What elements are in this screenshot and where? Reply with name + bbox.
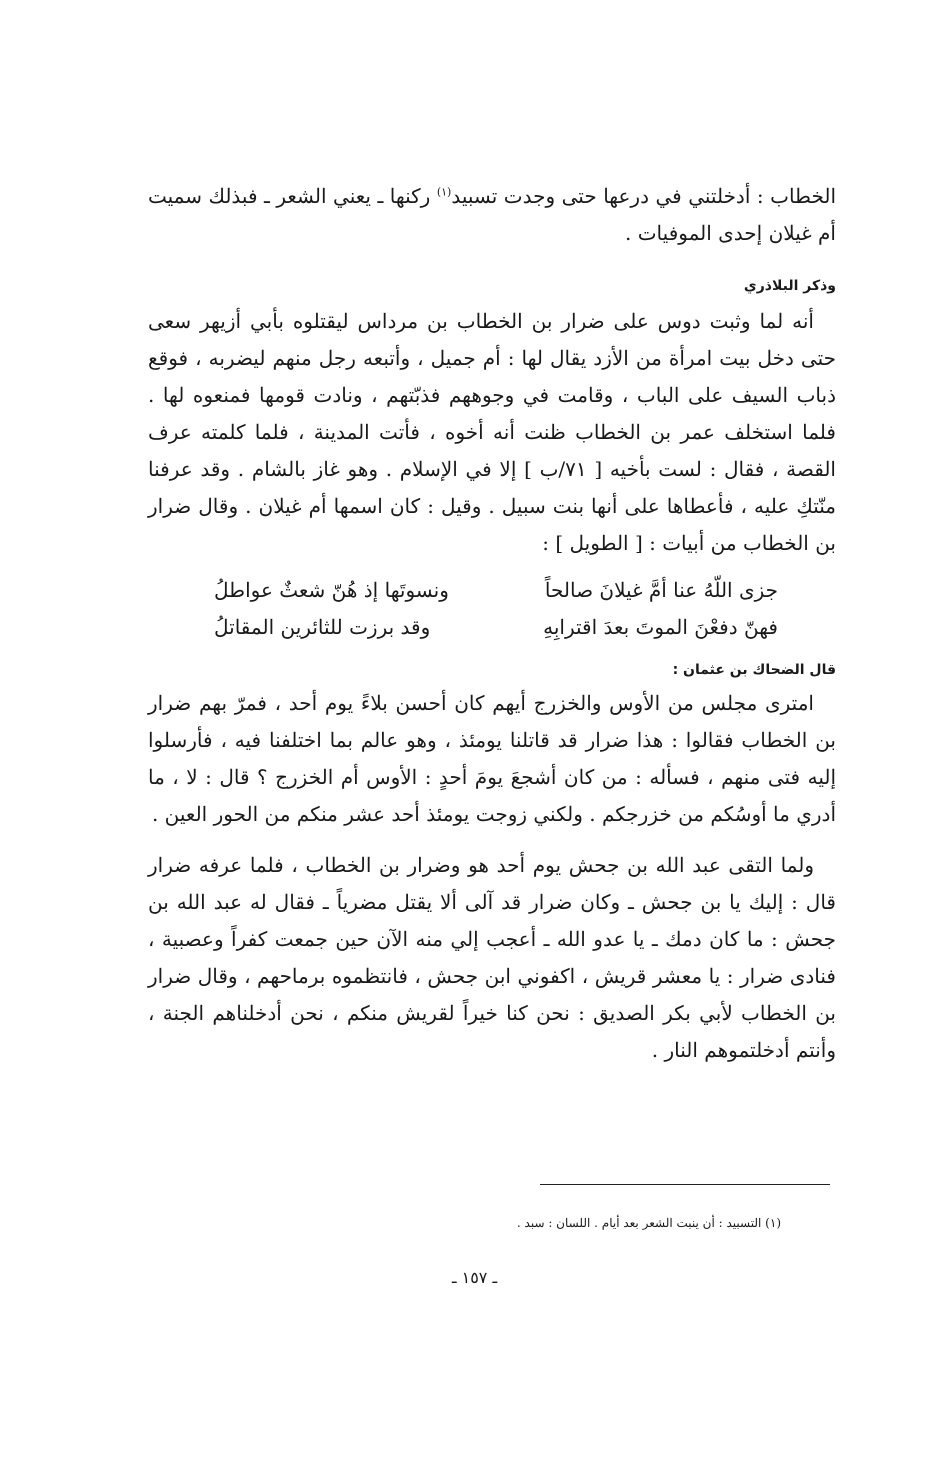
poem-line [148,572,836,609]
poem-hemistich-first: فهنّ دفعْنَ الموتَ بعدَ اقترابِهِ [543,615,778,639]
poem-hemistich-second: ونسوتَها إذ هُنّ شعثٌ عواطلُ [214,578,449,602]
paragraph-dahhak: امترى مجلس من الأوس والخزرج أيهم كان أحسن بلاءً يوم أحد ، فمرّ بهم ضرار بن الخطاب فقالوا : هذا ضرار قد قاتلنا يومئذ ، وهو عالم بما اختلفنا فيه ، فأرسلوا إليه فتى منهم ، فسأله : من كان أشجعَ يومَ أحدٍ : الأوس أم الخزرج ؟ قال : لا ، ما أدري ما أوسُكم من خزرجكم . ولكني زوجت يومئذ أحد عشر منكم من الحور العين . [148,691,836,826]
page-number: ـ ١٥٧ ـ [451,1268,498,1287]
intro-text-end: ركنها ـ يعني الشعر ـ فبذلك سميت أم غيلان إحدى الموفيات . [148,184,836,245]
footnote: (١) التسبيد : أن ينبت الشعر بعد أيام . اللسان : سبد . [516,1216,781,1230]
poem-hemistich-first: جزى اللّهُ عنا أمَّ غيلانَ صالحاً [544,578,778,602]
poem-hemistich-second: وقد برزت للثائرين المقاتلُ [214,615,431,639]
section-heading-dahhak: قال الضحاك بن عثمان : [672,662,836,678]
page-body [148,178,836,1069]
paragraph-abdullah-ibn-jahsh: ولما التقى عبد الله بن جحش يوم أحد هو وضرار بن الخطاب ، فلما عرفه ضرار قال : إليك يا بن جحش ـ وكان ضرار قد آلى ألا يقتل مضرياً ـ فقال له عبد الله بن جحش : ما كان دمك ـ يا عدو الله ـ أعجب إلي منه الآن حين جمعت كفراً وعصبية ، فنادى ضرار : يا معشر قريش ، اكفوني ابن جحش ، فانتظموه برماحهم ، وقال ضرار بن الخطاب لأبي بكر الصديق : نحن كنا خيراً لقريش منكم ، نحن أدخلناهم الجنة ، وأنتم أدخلتموهم النار . [148,853,836,1062]
paragraph-baladhuri: أنه لما وثبت دوس على ضرار بن الخطاب بن مرداس ليقتلوه بأبي أزيهر سعى حتى دخل بيت امرأة من الأزد يقال لها : أم جميل ، وأتبعه رجل منهم ليضربه ، فوقع ذباب السيف على الباب ، وقامت في وجوههم فذبّتهم ، ونادت قومها فمنعوه لها . فلما استخلف عمر بن الخطاب ظنت أنه أخوه ، فأتت المدينة ، فلما كلمته عرف القصة ، فقال : لست بأخيه [ ٧١/ب ] إلا في الإسلام . وهو غاز بالشام . وقد عرفنا منّتكِ عليه ، فأعطاها على أنها بنت سبيل . وقيل : كان اسمها أم غيلان . وقال ضرار بن الخطاب من أبيات : [ الطويل ] : [148,309,836,555]
intro-text-start: الخطاب : أدخلتني في درعها حتى وجدت تسبيد [451,184,836,208]
intro-paragraph [148,178,836,252]
footnote-marker[interactable]: (١) [436,185,452,199]
section-heading-baladhuri: وذكر البلاذري [743,278,836,294]
footnote-divider [540,1184,830,1185]
poem [148,572,836,646]
poem-line [148,609,836,646]
